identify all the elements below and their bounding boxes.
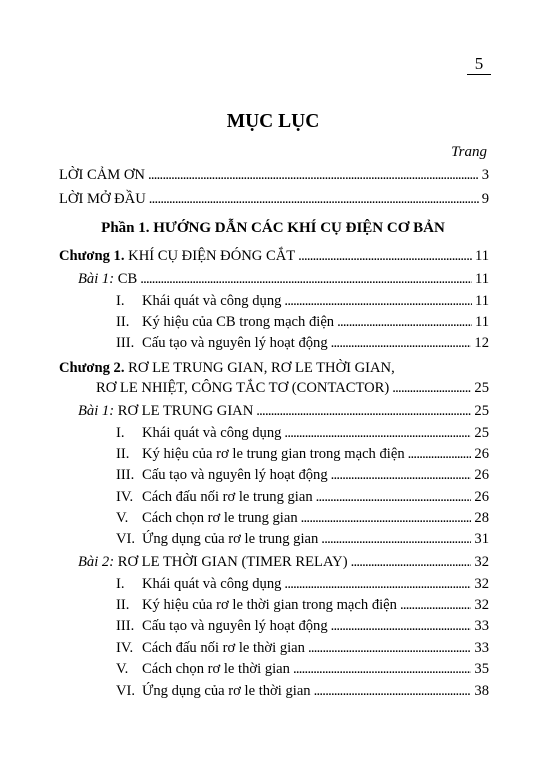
leader-dots xyxy=(148,166,479,184)
leader-dots xyxy=(301,509,472,527)
item-title: Ký hiệu của CB trong mạch điện xyxy=(142,314,335,330)
chapter-title: KHÍ CỤ ĐIỆN ĐÓNG CẮT xyxy=(124,248,296,264)
toc-entry-label: LỜI MỞ ĐẦU xyxy=(59,191,146,207)
toc-entry-page: 31 xyxy=(474,531,489,547)
toc-entry-page: 26 xyxy=(474,489,489,505)
item-label xyxy=(116,292,281,310)
leader-dots xyxy=(140,270,472,288)
lesson-label xyxy=(78,402,253,420)
item-label xyxy=(116,334,328,352)
toc-entry-loi-cam-on[interactable] xyxy=(59,166,489,184)
leader-dots xyxy=(331,617,472,635)
item-title: Cấu tạo và nguyên lý hoạt động xyxy=(142,467,328,483)
item-label xyxy=(116,509,298,527)
toc-entry-page: 12 xyxy=(474,335,489,351)
toc-entry-page: 11 xyxy=(474,314,489,330)
toc-entry-page: 28 xyxy=(474,510,489,526)
item-number: IV. xyxy=(116,640,134,656)
toc-chapter-1[interactable] xyxy=(59,247,489,265)
chapter-prefix: Chương 1. xyxy=(59,248,125,264)
item-number: I. xyxy=(116,425,125,441)
toc-entry-page: 26 xyxy=(474,446,489,462)
lesson-prefix: Bài 1: xyxy=(78,271,115,287)
toc-item[interactable] xyxy=(116,509,489,527)
item-title: Ứng dụng của rơ le trung gian xyxy=(142,531,319,547)
item-title: Khái quát và công dụng xyxy=(142,576,282,592)
toc-item[interactable] xyxy=(116,682,489,700)
item-number: II. xyxy=(116,446,130,462)
item-title: Cách chọn rơ le thời gian xyxy=(142,661,290,677)
chapter-title-continued: RƠ LE NHIỆT, CÔNG TẮC TƠ (CONTACTOR) xyxy=(96,380,390,396)
toc-item[interactable] xyxy=(116,424,489,442)
toc-entry-page: 38 xyxy=(474,683,489,699)
leader-dots xyxy=(351,553,472,571)
item-label xyxy=(116,313,334,331)
item-number: VI. xyxy=(116,531,136,547)
leader-dots xyxy=(392,379,471,397)
toc-item[interactable] xyxy=(116,445,489,463)
item-label xyxy=(116,639,305,657)
item-title: Ký hiệu của rơ le thời gian trong mạch điện xyxy=(142,597,397,613)
item-label xyxy=(116,466,328,484)
item-number: II. xyxy=(116,314,130,330)
page-column-label: Trang xyxy=(451,144,487,160)
lesson-label xyxy=(78,553,348,571)
item-title: Cấu tạo và nguyên lý hoạt động xyxy=(142,618,328,634)
toc-entry-page: 11 xyxy=(474,248,489,264)
toc-entry-page: 25 xyxy=(474,425,489,441)
part-heading: Phần 1. HƯỚNG DẪN CÁC KHÍ CỤ ĐIỆN CƠ BẢN xyxy=(101,220,445,236)
item-title: Ký hiệu của rơ le trung gian trong mạch điện xyxy=(142,446,405,462)
item-number: VI. xyxy=(116,683,136,699)
toc-entry-page: 11 xyxy=(474,271,489,287)
item-label xyxy=(116,660,290,678)
leader-dots xyxy=(149,190,479,208)
item-title: Cấu tạo và nguyên lý hoạt động xyxy=(142,335,328,351)
toc-item[interactable] xyxy=(116,575,489,593)
chapter-label xyxy=(59,247,295,265)
chapter-title: RƠ LE TRUNG GIAN, RƠ LE THỜI GIAN, xyxy=(124,360,395,376)
leader-dots xyxy=(408,445,472,463)
item-number: IV. xyxy=(116,489,134,505)
item-title: Khái quát và công dụng xyxy=(142,293,282,309)
item-number: I. xyxy=(116,576,125,592)
item-number: V. xyxy=(116,661,129,677)
leader-dots xyxy=(284,292,472,310)
toc-item[interactable] xyxy=(116,596,489,614)
item-label xyxy=(116,424,281,442)
leader-dots xyxy=(331,334,472,352)
leader-dots xyxy=(331,466,472,484)
item-number: II. xyxy=(116,597,130,613)
toc-item[interactable] xyxy=(116,334,489,352)
toc-item[interactable] xyxy=(116,313,489,331)
toc-item[interactable] xyxy=(116,660,489,678)
item-label xyxy=(116,596,397,614)
chapter-prefix: Chương 2. xyxy=(59,360,125,376)
item-title: Cách chọn rơ le trung gian xyxy=(142,510,298,526)
item-label xyxy=(116,530,318,548)
leader-dots xyxy=(293,660,471,678)
toc-entry-label: LỜI CẢM ƠN xyxy=(59,167,145,183)
item-label xyxy=(116,682,311,700)
leader-dots xyxy=(284,424,471,442)
toc-entry-loi-mo-dau[interactable] xyxy=(59,190,489,208)
toc-entry-page: 25 xyxy=(474,403,489,419)
toc-entry-page: 26 xyxy=(474,467,489,483)
item-title: Khái quát và công dụng xyxy=(142,425,282,441)
toc-entry-page: 32 xyxy=(474,576,489,592)
leader-dots xyxy=(337,313,472,331)
lesson-title: RƠ LE THỜI GIAN (TIMER RELAY) xyxy=(114,554,348,570)
item-number: III. xyxy=(116,467,135,483)
toc-chapter-2-line1[interactable] xyxy=(59,359,489,377)
toc-entry-page: 11 xyxy=(474,293,489,309)
lesson-prefix: Bài 1: xyxy=(78,403,115,419)
toc-entry-page: 32 xyxy=(474,597,489,613)
toc-item[interactable] xyxy=(116,466,489,484)
leader-dots xyxy=(316,488,472,506)
item-number: V. xyxy=(116,510,129,526)
toc-entry-page: 32 xyxy=(474,554,489,570)
leader-dots xyxy=(298,247,472,265)
toc-lesson-1-1[interactable] xyxy=(78,270,489,288)
toc-entry-page: 33 xyxy=(474,618,489,634)
item-label xyxy=(116,575,281,593)
toc-entry-page: 35 xyxy=(474,661,489,677)
leader-dots xyxy=(308,639,471,657)
leader-dots xyxy=(314,682,472,700)
toc-entry-page: 33 xyxy=(474,640,489,656)
toc-lesson-2-2[interactable] xyxy=(78,553,489,571)
item-title: Cách đấu nối rơ le thời gian xyxy=(142,640,305,656)
toc-item[interactable] xyxy=(116,292,489,310)
item-title: Ứng dụng của rơ le thời gian xyxy=(142,683,311,699)
item-label xyxy=(116,617,328,635)
lesson-title: CB xyxy=(114,271,138,287)
item-number: I. xyxy=(116,293,125,309)
item-number: III. xyxy=(116,335,135,351)
toc-item[interactable] xyxy=(116,639,489,657)
leader-dots xyxy=(400,596,471,614)
leader-dots xyxy=(256,402,471,420)
toc-entry-page: 9 xyxy=(481,191,489,207)
toc-item[interactable] xyxy=(116,530,489,548)
item-label xyxy=(116,488,313,506)
item-number: III. xyxy=(116,618,135,634)
item-label xyxy=(116,445,405,463)
toc-item[interactable] xyxy=(116,617,489,635)
item-title: Cách đấu nối rơ le trung gian xyxy=(142,489,313,505)
toc-entry-page: 25 xyxy=(474,380,489,396)
lesson-label xyxy=(78,270,137,288)
leader-dots xyxy=(321,530,471,548)
leader-dots xyxy=(284,575,471,593)
toc-lesson-2-1[interactable] xyxy=(78,402,489,420)
page-title: MỤC LỤC xyxy=(226,111,320,132)
chapter-label xyxy=(59,359,395,377)
lesson-prefix: Bài 2: xyxy=(78,554,115,570)
toc-chapter-2-line2[interactable] xyxy=(96,379,489,397)
page-number: 5 xyxy=(467,54,491,75)
toc-entry-page: 3 xyxy=(481,167,489,183)
toc-item[interactable] xyxy=(116,488,489,506)
lesson-title: RƠ LE TRUNG GIAN xyxy=(114,403,254,419)
